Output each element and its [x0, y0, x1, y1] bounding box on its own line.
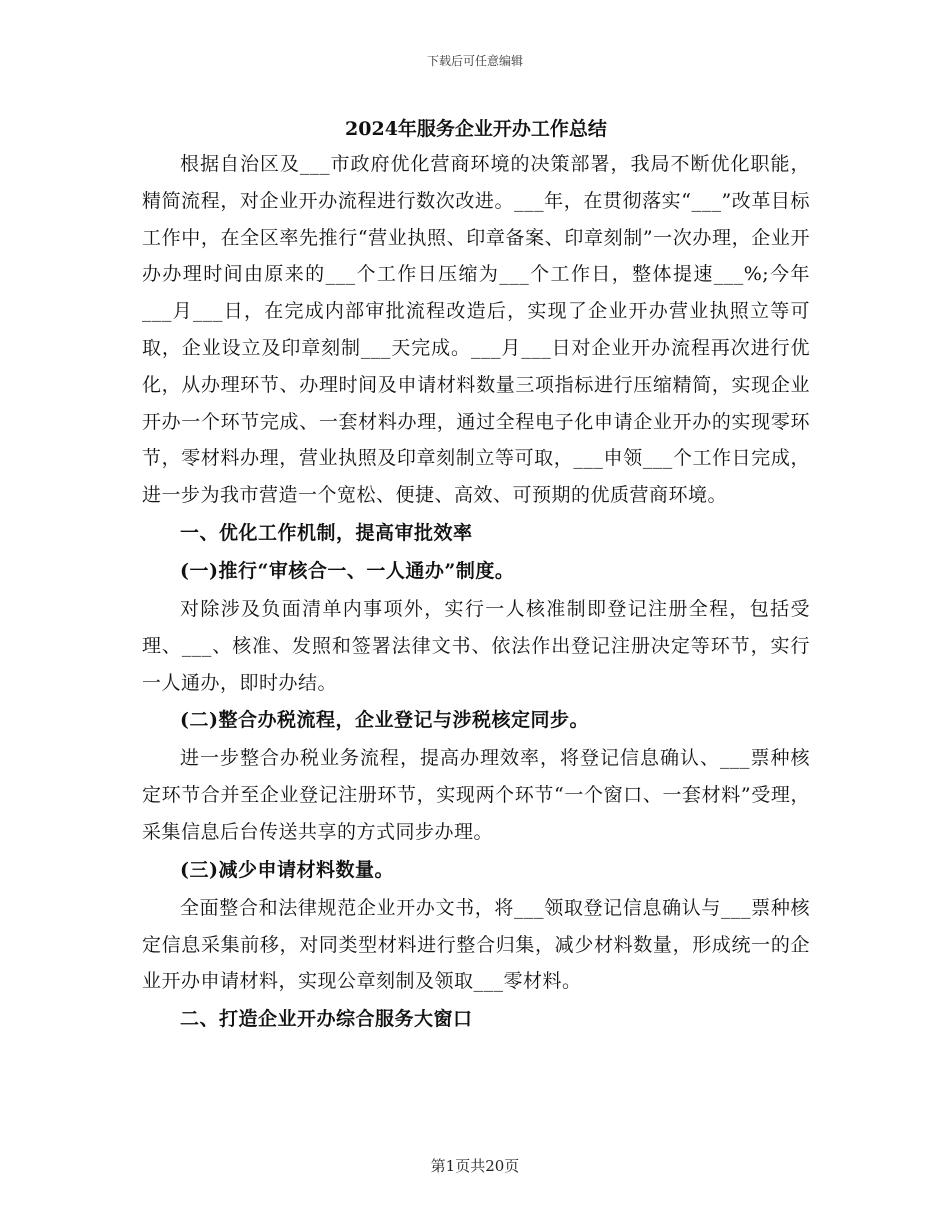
subsection-3-paragraph: 全面整合和法律规范企业开办文书，将___领取登记信息确认与___票种核定信息采集前移，对同类型材料进行整合归集，减少材料数量，形成统一的企业开办申请材料，实现公章刻制及领取___零材料。 — [142, 896, 810, 993]
section-2-heading: 二、打造企业开办综合服务大窗口 — [180, 1008, 473, 1031]
document-page — [142, 112, 810, 1039]
subsection-1-heading: (一)推行“审核合一、一人通办”制度。 — [180, 559, 515, 582]
section-1-heading: 一、优化工作机制，提高审批效率 — [180, 521, 473, 544]
header-note: 下载后可任意编辑 — [426, 54, 523, 68]
page-footer: 第1页共20页 — [430, 1157, 520, 1175]
subsection-2-paragraph: 进一步整合办税业务流程，提高办理效率，将登记信息确认、___票种核定环节合并至企业登记注册环节，实现两个环节“一个窗口、一套材料”受理，采集信息后台传送共享的方式同步办理。 — [142, 747, 810, 843]
document-title: 2024年服务企业开办工作总结 — [345, 118, 607, 140]
subsection-3-heading: (三)减少申请材料数量。 — [180, 858, 394, 881]
intro-paragraph: 根据自治区及___市政府优化营商环境的决策部署，我局不断优化职能，精简流程，对企业开办流程进行数次改进。___年，在贯彻落实“___”改革目标工作中，在全区率先推行“营业执照、印章备案、印章刻制”一次办理，企业开办办理时间由原来的___个工作日压缩为___个工作日，整体提速___%;今年___月___日，在完成内部审批流程改造后，实现了企业开办营业执照立等可取，企业设立及印章刻制___天完成。___月___日对企业开办流程再次进行优化，从办理环节、办理时间及申请材料数量三项指标进行压缩精简，实现企业开办一个环节完成、一套材料办理，通过全程电子化申请企业开办的实现零环节，零材料办理，营业执照及印章刻制立等可取，___申领___个工作日完成，进一步为我市营造一个宽松、便捷、高效、可预期的优质营商环境。 — [142, 153, 810, 507]
subsection-2-heading: (二)整合办税流程，企业登记与涉税核定同步。 — [180, 709, 589, 732]
subsection-1-paragraph: 对除涉及负面清单内事项外，实行一人核准制即登记注册全程，包括受理、___、核准、发照和签署法律文书、依法作出登记注册决定等环节，实行一人通办，即时办结。 — [142, 597, 810, 694]
